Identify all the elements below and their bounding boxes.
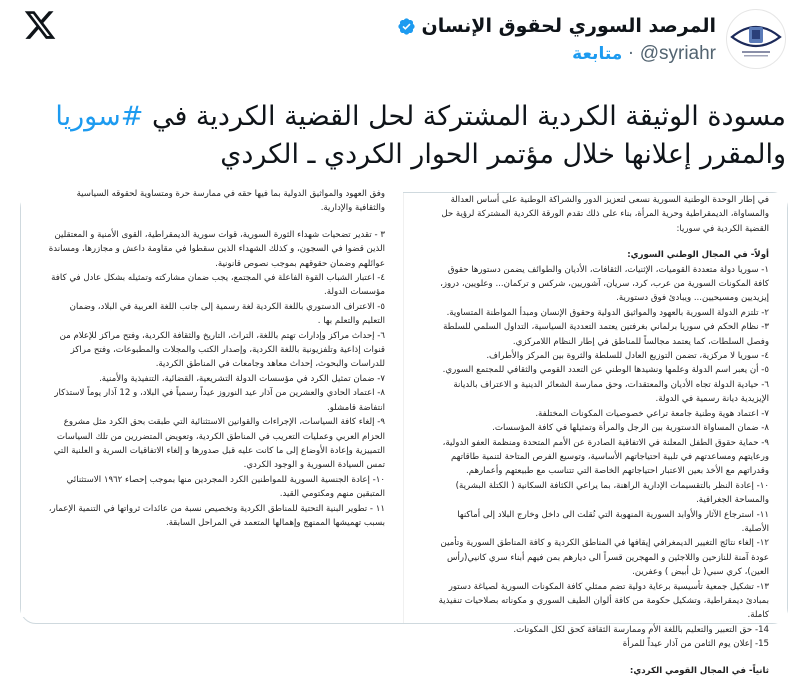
tweet-line-1: مسودة الوثيقة الكردية المشتركة لحل القضية الكردية في xyxy=(143,101,786,132)
x-logo-icon[interactable] xyxy=(22,8,58,42)
tweet-media-image[interactable] xyxy=(20,189,788,676)
account-names xyxy=(397,13,716,65)
doc-paragraph: ٧- اعتماد هوية وطنية جامعة تراعي خصوصيات المكونات المختلفة. xyxy=(535,408,769,419)
doc-paragraph: ٨- ضمان المساواة الدستورية بين الرجل والمرأة وتمثيلها في كافة المؤسسات. xyxy=(492,423,769,434)
doc-paragraph: ٣- نظام الحكم في سوريا برلماني بغرفتين يعتمد التعددية السياسية، التداول السلمي للسلطة وفصل السلطات، كما يعتمد مجالساً للمناطق في إطار النظام اللامركزي. xyxy=(443,322,769,347)
doc-paragraph: ١٣- تشكيل جمعية تأسيسية برعاية دولية تضم ممثلي كافة المكونات السورية لصياغة دستور بمبادئ ديمقراطية، وتشكيل حكومة من كافة ألوان الطيف السوري و مكوناته بصلاحيات تنفيذية كاملة. xyxy=(438,581,769,621)
doc-paragraph: ٩- إلغاء كافة السياسات، الإجراءات والقوانين الاستثنائية التي طبقت بحق الكرد مثل مشروع الحزام العربي وعمليات التعريب في المناطق الكردية، وتعويض المتضررين من تلك السياسات التمييزية وإعادة الأوضاع إلى ما كانت عليه قبل صدورها و إلغاء الاتفاقيات السرية و العلنية التي تمس السيادة السورية و الوجود الكردي. xyxy=(53,417,385,471)
doc-paragraph: ٢- تلتزم الدولة السورية بالعهود والمواثيق الدولية وحقوق الإنسان ومبدأ المواطنة المتساوية. xyxy=(446,307,769,318)
tweet-header xyxy=(397,6,786,72)
doc-paragraph: 14- حق التعبير والتعليم باللغة الأم وممارسة الثقافة كحق لكل المكونات. xyxy=(513,624,769,635)
follow-button[interactable]: متابعة xyxy=(572,44,623,64)
hashtag-link[interactable]: #سوريا xyxy=(55,101,144,132)
doc-paragraph: ٤- سوريا لا مركزية، تضمن التوزيع العادل للسلطة والثروة بين المركز والأطراف. xyxy=(486,351,769,362)
doc-paragraph: ١٢- إلغاء نتائج التغيير الديمغرافي إيقافها في المناطق الكردية و كافة المناطق السورية وتأمين عودة آمنة للنازحين واللاجئين و المهجرين قسراً الى ديارهم بمن فيهم أبناء سري كانيي(رأس العين)، كري سبي( تل أبيض ) وعفرين. xyxy=(440,538,769,578)
doc-paragraph: في إطار الوحدة الوطنية السورية نسعى لتعزيز الدور والشراكة الوطنية على أساس العدالة والمساواة، الديمقراطية وحرية المرأة، بناء على ذلك تقدم الورقة الكردية المشتركة لرؤية حل القضية الكردية في سوريا: xyxy=(441,195,769,234)
separator: · xyxy=(628,44,634,64)
doc-section-heading: أولاً- في المجال الوطني السوري: xyxy=(627,250,769,261)
eye-logo-icon xyxy=(728,11,784,67)
doc-paragraph: ٥- أن يعبر اسم الدولة وعلمها ونشيدها الوطني عن التعدد القومي والثقافي للمجتمع السوري. xyxy=(442,365,769,376)
doc-paragraph: ٥- الاعتراف الدستوري باللغة الكردية لغة رسمية إلى جانب اللغة العربية في البلاد، وضمان التعليم والتعلم بها . xyxy=(69,301,385,327)
doc-paragraph: ١٠- إعادة الجنسية السورية للمواطنين الكرد المجردين منها بموجب إحصاء ١٩٦٢ الاستثنائي المتبقين منهم ومكتومي القيد. xyxy=(66,474,385,500)
doc-paragraph: ٧- ضمان تمثيل الكرد في مؤسسات الدولة التشريعية، القضائية، التنفيذية والأمنية. xyxy=(99,373,385,384)
doc-paragraph: ١- سوريا دولة متعددة القوميات، الإثنيات، الثقافات، الأديان والطوائف يضمن دستورها حقوق كافة المكونات السورية من عرب، كرد، سريان، آشوريين، شركس و تركمان... وعلويين، دروز، إيزيديين ومسيحيين... ويبادئ فوق دستورية. xyxy=(440,264,769,304)
page-divider xyxy=(403,193,404,623)
doc-paragraph: ١١- استرجاع الآثار والأوابد السورية المنهوبة التي نُقلت الى داخل وخارج البلاد إلى أماكنها الأصلية. xyxy=(457,509,769,534)
verified-badge-icon xyxy=(397,17,416,36)
doc-paragraph: ٨- اعتماد الحادي والعشرين من آذار عيد النوروز عيداً رسمياً في البلاد، و 12 آذار يوماً لاستذكار انتفاضة قامشلو. xyxy=(54,388,385,413)
doc-paragraph: 15- إعلان يوم الثامن من آذار عيداً للمرأة xyxy=(622,639,769,650)
doc-paragraph: ٦- إحداث مراكز وإدارات تهتم باللغة، التراث، التاريخ والثقافة الكردية، وفتح مراكز للإعلام من قنوات إذاعية وتلفزيونية باللغة الكردية، وإصدار الكتب والمجلات والمطبوعات، وفتح مراكز للدراسات والبحوث، إحداث معاهد وجامعات في المناطق الكردية. xyxy=(59,330,385,370)
doc-paragraph: ٦- حيادية الدولة تجاه الأديان والمعتقدات، وحق ممارسة الشعائر الدينية و الاعتراف بالديانة الإيزيدية ديانة رسمية في الدولة. xyxy=(453,379,769,405)
doc-section-heading: ثانياً- في المجال القومي الكردي: xyxy=(629,665,769,676)
display-name[interactable]: المرصد السوري لحقوق الإنسان xyxy=(421,15,716,37)
doc-paragraph: ٩- حماية حقوق الطفل المعلنة في الاتفاقية الصادرة عن الأمم المتحدة ومنظمة العفو الدولية، ورعايتهم ومساعدتهم في تلبية احتياجاتهم الأساسية، وتوسيع الفرص المتاحة لتنمية طاقاتهم وقدراتهم مع الأخذ بعين الاعتبار احتياجاتهم الخاصة التي تتناسب مع طبيعتهم وأعمارهم. xyxy=(442,437,769,477)
doc-paragraph: ٤- اعتبار الشباب القوة الفاعلة في المجتمع، يجب ضمان مشاركته وتمثيله بشكل عادل في كافة مؤسسات الدولة. xyxy=(51,273,385,298)
doc-paragraph: ١١ - تطوير البنية التحتية للمناطق الكردية وتخصيص نسبة من عائدات ثرواتها في التنمية الإعمار، بسبب تهميشها الممنهج وإهمالها المتعمد في المراحل السابقة. xyxy=(48,503,385,528)
doc-paragraph: وفق العهود والمواثيق الدولية بما فيها حقه في ممارسة حرة ومتساوية لحقوقه السياسية والثقافية والإدارية. xyxy=(76,189,385,214)
tweet-line-2: والمقرر إعلانها خلال مؤتمر الحوار الكردي ـ الكردي xyxy=(220,139,786,170)
document-page-right xyxy=(404,193,787,676)
avatar[interactable] xyxy=(726,9,786,69)
tweet-text xyxy=(6,98,786,174)
account-handle[interactable]: @syriahr xyxy=(639,43,716,64)
document-page-left xyxy=(21,187,403,617)
doc-paragraph: ١٠- إعادة النظر بالتقسيمات الإدارية الراهنة، بما يراعي الكثافة السكانية ( الكتلة البشرية) والمساحة الجغرافية. xyxy=(455,480,769,506)
doc-paragraph: ٣ - تقدير تضحيات شهداء الثورة السورية، قوات سورية الديمقراطية، القوى الأمنية و المعتقلين الذين قضوا في السجون، و كذلك الشهداء الذين سقطوا في مقاومة داعش و مجازرها، ومساندة عوائلهم وضمان حقوقهم بموجب نصوص قانونية. xyxy=(48,229,385,269)
